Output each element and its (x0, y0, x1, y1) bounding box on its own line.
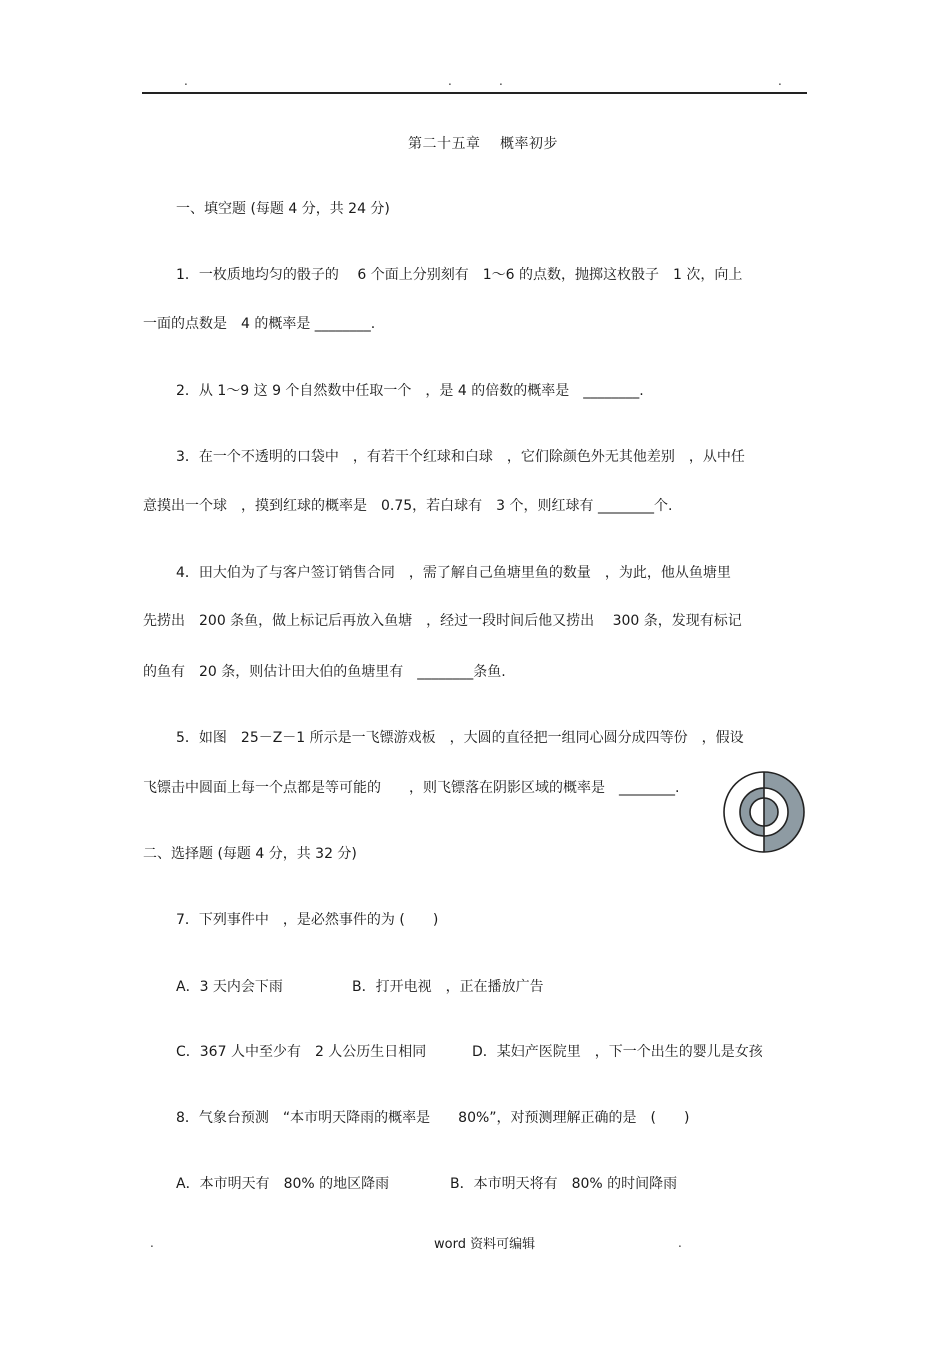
question-7-option-a: A．3 天内会下雨 (176, 979, 283, 995)
shaded-sector (740, 788, 764, 836)
dartboard-figure (722, 770, 806, 854)
question-7-stem: 7．下列事件中 ，是必然事件的为 ( ) (176, 912, 439, 928)
question-7-option-d: D．某妇产医院里 ，下一个出生的婴儿是女孩 (472, 1044, 763, 1060)
question-1-line-2: 一面的点数是 4 的概率是 ________. (143, 316, 376, 332)
question-7-option-b: B．打开电视 ，正在播放广告 (352, 979, 544, 995)
header-dot: . (778, 74, 782, 88)
header-dot: . (184, 74, 188, 88)
section-heading-choice: 二、选择题 (每题 4 分，共 32 分) (143, 846, 357, 862)
question-3-line-1: 3．在一个不透明的口袋中 ，有若干个红球和白球 ，它们除颜色外无其他差别 ，从中任 (176, 449, 745, 465)
question-5-line-1: 5．如图 25－Z－1 所示是一飞镖游戏板 ，大圆的直径把一组同心圆分成四等份 ，假设 (176, 730, 744, 746)
chapter-title: 第二十五章 概率初步 (408, 136, 558, 152)
question-4-line-2: 先捞出 200 条鱼，做上标记后再放入鱼塘 ，经过一段时间后他又捞出 300 条，发现有标记 (143, 613, 742, 629)
header-dot: . (448, 74, 452, 88)
question-8-option-b: B．本市明天将有 80% 的时间降雨 (450, 1176, 678, 1192)
question-8-stem: 8．气象台预测 “本市明天降雨的概率是 80%”，对预测理解正确的是 ( ) (176, 1110, 690, 1126)
section-heading-fill-in: 一、填空题 (每题 4 分，共 24 分) (176, 201, 390, 217)
question-4-line-1: 4．田大伯为了与客户签订销售合同 ，需了解自己鱼塘里鱼的数量 ，为此，他从鱼塘里 (176, 565, 731, 581)
question-4-line-3: 的鱼有 20 条，则估计田大伯的鱼塘里有 ________条鱼. (143, 664, 506, 680)
footer-dot: . (150, 1236, 154, 1250)
question-1-line-1: 1．一枚质地均匀的骰子的 6 个面上分别刻有 1～6 的点数，抛掷这枚骰子 1 次，向上 (176, 267, 743, 283)
question-5-line-2: 飞镖击中圆面上每一个点都是等可能的 ，则飞镖落在阴影区域的概率是 ________. (143, 780, 680, 796)
shaded-sector (764, 798, 778, 826)
question-2-line-1: 2．从 1～9 这 9 个自然数中任取一个 ，是 4 的倍数的概率是 ________. (176, 383, 644, 399)
footer-text: word 资料可编辑 (434, 1237, 536, 1252)
question-3-line-2: 意摸出一个球 ，摸到红球的概率是 0.75，若白球有 3 个，则红球有 ________个. (143, 498, 673, 514)
header-rule (142, 92, 807, 94)
question-7-option-c: C．367 人中至少有 2 人公历生日相同 (176, 1044, 427, 1060)
header-dot: . (499, 74, 503, 88)
footer-dot: . (678, 1236, 682, 1250)
question-8-option-a: A．本市明天有 80% 的地区降雨 (176, 1176, 390, 1192)
